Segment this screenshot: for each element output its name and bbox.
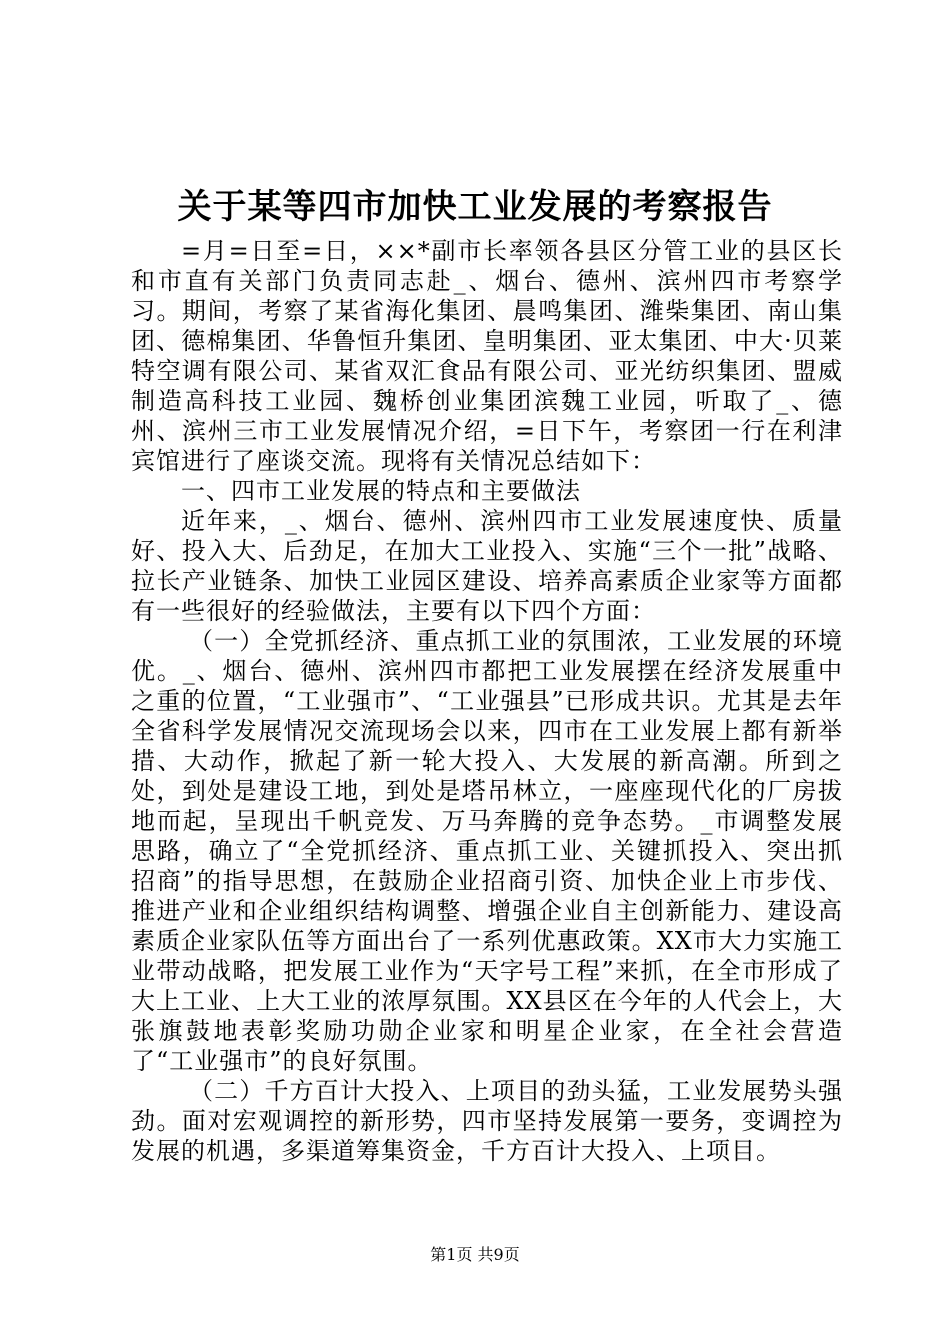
paragraph-point-1: （一）全党抓经济、重点抓工业的氛围浓，工业发展的环境优。_、烟台、德州、滨州四市都把工业发展摆在经济发展重中之重的位置，“工业强市”、“工业强县”已形成共识。尤其是去年全省科学发展情况交流现场会以来，四市在工业发展上都有新举措、大动作，掀起了新一轮大投入、大发展的新高潮。所到之处，到处是建设工地，到处是塔吊林立，一座座现代化的厂房拔地而起，呈现出千帆竞发、万马奔腾的竞争态势。_市调整发展思路，确立了“全党抓经济、重点抓工业、关键抓投入、突出抓招商”的指导思想，在鼓励企业招商引资、加快企业上市步伐、推进产业和企业组织结构调整、增强企业自主创新能力、建设高素质企业家队伍等方面出台了一系列优惠政策。XX市大力实施工业带动战略，把发展工业作为“天字号工程”来抓，在全市形成了大上工业、上大工业的浓厚氛围。XX县区在今年的人代会上，大张旗鼓地表彰奖励功勋企业家和明星企业家，在全社会营造了“工业强市”的良好氛围。 — [131, 627, 843, 1075]
paragraph-point-2: （二）千方百计大投入、上项目的劲头猛，工业发展势头强劲。面对宏观调控的新形势，四市坚持发展第一要务，变调控为发展的机遇，多渠道筹集资金，千方百计大投入、上项目。 — [131, 1077, 843, 1165]
section-heading-1: 一、四市工业发展的特点和主要做法 — [181, 477, 581, 505]
paragraph-overview: 近年来，_、烟台、德州、滨州四市工业发展速度快、质量好、投入大、后劲足，在加大工业投入、实施“三个一批”战略、拉长产业链条、加快工业园区建设、培养高素质企业家等方面都有一些很好的经验做法，主要有以下四个方面： — [131, 507, 843, 625]
paragraph-intro: =月=日至=日，××*副市长率领各县区分管工业的县区长和市直有关部门负责同志赴_、烟台、德州、滨州四市考察学习。期间，考察了某省海化集团、晨鸣集团、潍柴集团、南山集团、德棉集团、华鲁恒升集团、皇明集团、亚太集团、中大·贝莱特空调有限公司、某省双汇食品有限公司、亚光纺织集团、盟威制造高科技工业园、魏桥创业集团滨魏工业园，听取了_、德州、滨州三市工业发展情况介绍，=日下午，考察团一行在利津宾馆进行了座谈交流。现将有关情况总结如下： — [131, 237, 843, 475]
page-footer: 第1页 共9页 — [430, 1245, 520, 1264]
document-body — [131, 236, 843, 1166]
document-title: 关于某等四市加快工业发展的考察报告 — [177, 187, 773, 227]
